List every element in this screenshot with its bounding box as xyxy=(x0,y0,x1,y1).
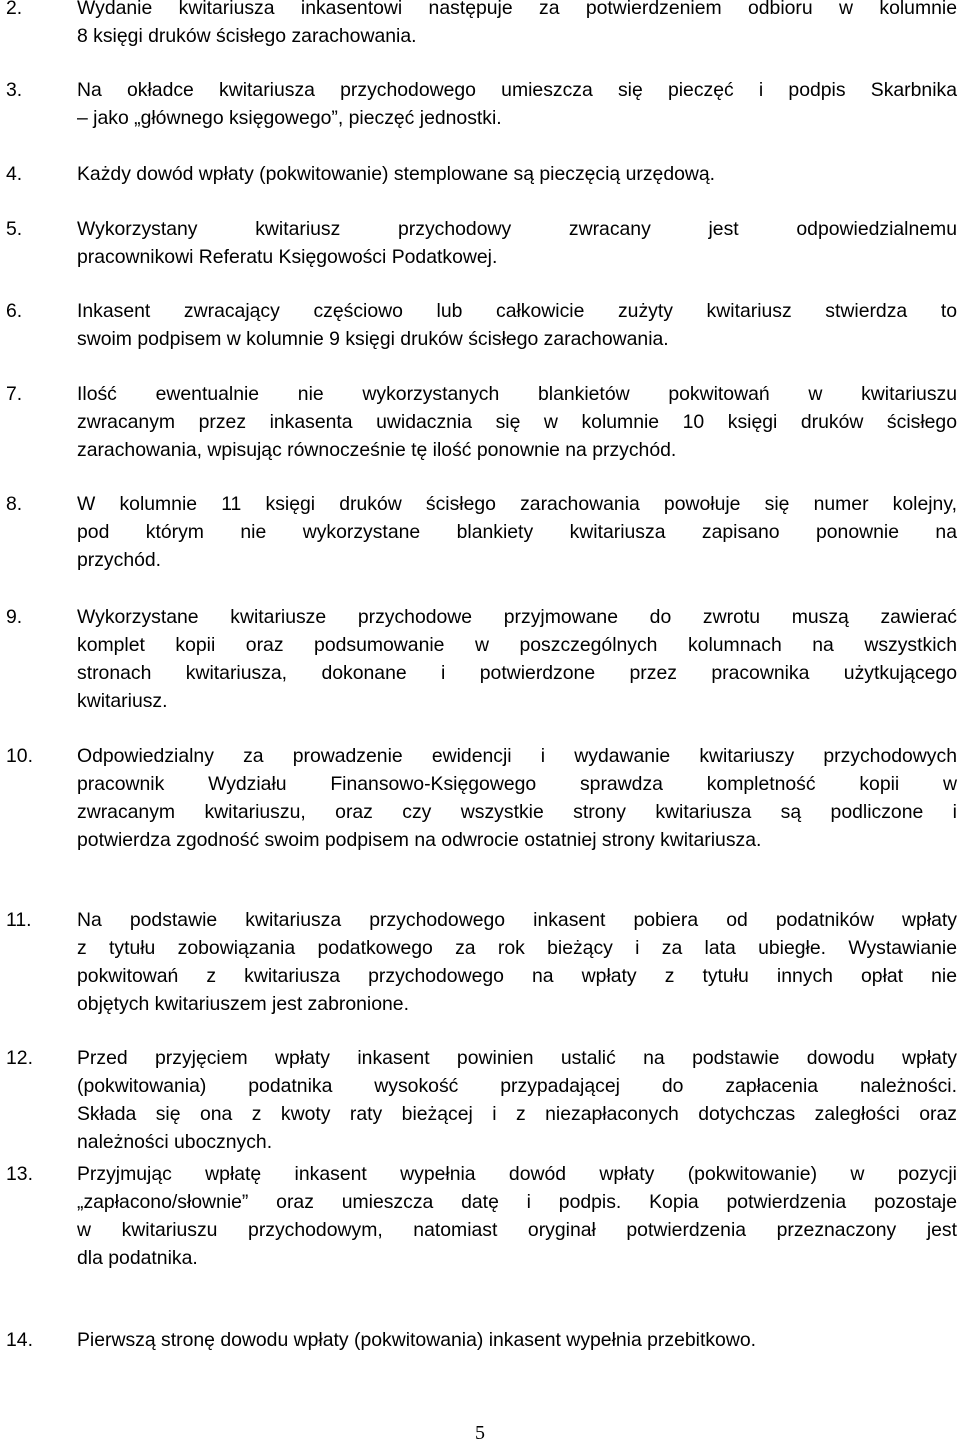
text-line: Ilość ewentualnie nie wykorzystanych blankietów pokwitowań w kwitariuszu xyxy=(77,383,957,405)
text-line: (pokwitowania) podatnika wysokość przypadającej do zapłacenia należności. xyxy=(77,1075,957,1097)
list-item-text xyxy=(77,0,957,50)
list-item-number: 14. xyxy=(6,1329,33,1351)
list-item-text xyxy=(77,906,957,1018)
list-item-number: 6. xyxy=(6,300,23,322)
text-line: Wydanie kwitariusza inkasentowi następuje za potwierdzeniem odbioru w kolumnie xyxy=(77,0,957,19)
text-line: Na okładce kwitariusza przychodowego umieszcza się pieczęć i podpis Skarbnika xyxy=(77,79,957,101)
text-line: komplet kopii oraz podsumowanie w poszczególnych kolumnach na wszystkich xyxy=(77,634,957,656)
text-line: Na podstawie kwitariusza przychodowego inkasent pobiera od podatników wpłaty xyxy=(77,909,957,931)
text-line: dla podatnika. xyxy=(77,1247,198,1269)
list-item-text xyxy=(77,603,957,715)
text-line: 8 księgi druków ścisłego zarachowania. xyxy=(77,25,417,47)
list-item-text xyxy=(77,742,957,854)
list-item-number: 7. xyxy=(6,383,23,405)
text-line: objętych kwitariuszem jest zabronione. xyxy=(77,993,409,1015)
text-line: Przyjmując wpłatę inkasent wypełnia dowód wpłaty (pokwitowanie) w pozycji xyxy=(77,1163,957,1185)
page-number: 5 xyxy=(475,1422,485,1444)
text-line: – jako „głównego księgowego”, pieczęć jednostki. xyxy=(77,107,502,129)
text-line: potwierdza zgodność swoim podpisem na odwrocie ostatniej strony kwitariusza. xyxy=(77,829,762,851)
text-line: stronach kwitariusza, dokonane i potwierdzone przez pracownika użytkującego xyxy=(77,662,957,684)
text-line: Wykorzystane kwitariusze przychodowe przyjmowane do zwrotu muszą zawierać xyxy=(77,606,957,628)
text-line: Wykorzystany kwitariusz przychodowy zwracany jest odpowiedzialnemu xyxy=(77,218,957,240)
list-item-text xyxy=(77,1044,957,1156)
text-line: „zapłacono/słownie” oraz umieszcza datę i podpis. Kopia potwierdzenia pozostaje xyxy=(77,1191,957,1213)
list-item-number: 4. xyxy=(6,163,23,185)
text-line: zwracanym kwitariuszu, oraz czy wszystkie strony kwitariusza są podliczone i xyxy=(77,801,957,823)
text-line: pracownik Wydziału Finansowo-Księgowego sprawdza kompletność kopii w xyxy=(77,773,957,795)
list-item-number: 5. xyxy=(6,218,23,240)
list-item-number: 13. xyxy=(6,1163,33,1185)
text-line: W kolumnie 11 księgi druków ścisłego zarachowania powołuje się numer kolejny, xyxy=(77,493,957,515)
list-item-text xyxy=(77,215,957,271)
list-item-text xyxy=(77,76,957,132)
list-item-text xyxy=(77,380,957,464)
text-line: Pierwszą stronę dowodu wpłaty (pokwitowania) inkasent wypełnia przebitkowo. xyxy=(77,1329,757,1351)
list-item-text xyxy=(77,490,957,574)
text-line: Inkasent zwracający częściowo lub całkowicie zużyty kwitariusz stwierdza to xyxy=(77,300,957,322)
list-item-number: 12. xyxy=(6,1047,33,1069)
text-line: Każdy dowód wpłaty (pokwitowanie) stemplowane są pieczęcią urzędową. xyxy=(77,163,716,185)
text-line: w kwitariuszu przychodowym, natomiast oryginał potwierdzenia przeznaczony jest xyxy=(77,1219,957,1241)
text-line: z tytułu zobowiązania podatkowego za rok bieżący i za lata ubiegłe. Wystawianie xyxy=(77,937,957,959)
text-line: pod którym nie wykorzystane blankiety kwitariusza zapisano ponownie na xyxy=(77,521,957,543)
list-item-text xyxy=(77,160,957,188)
list-item-number: 9. xyxy=(6,606,23,628)
text-line: pokwitowań z kwitariusza przychodowego na wpłaty z tytułu innych opłat nie xyxy=(77,965,957,987)
text-line: należności ubocznych. xyxy=(77,1131,273,1153)
text-line: zwracanym przez inkasenta uwidacznia się w kolumnie 10 księgi druków ścisłego xyxy=(77,411,957,433)
text-line: Składa się ona z kwoty raty bieżącej i z niezapłaconych dotychczas zaległości oraz xyxy=(77,1103,957,1125)
list-item-text xyxy=(77,1326,957,1354)
text-line: pracownikowi Referatu Księgowości Podatkowej. xyxy=(77,246,498,268)
list-item-number: 11. xyxy=(6,909,32,931)
list-item-number: 8. xyxy=(6,493,23,515)
list-item-number: 10. xyxy=(6,745,33,767)
list-item-text xyxy=(77,1160,957,1272)
text-line: przychód. xyxy=(77,549,162,571)
text-line: Przed przyjęciem wpłaty inkasent powinien ustalić na podstawie dowodu wpłaty xyxy=(77,1047,957,1069)
list-item-number: 2. xyxy=(6,0,23,19)
text-line: zarachowania, wpisując równocześnie tę ilość ponownie na przychód. xyxy=(77,439,677,461)
text-line: Odpowiedzialny za prowadzenie ewidencji i wydawanie kwitariuszy przychodowych xyxy=(77,745,957,767)
list-item-number: 3. xyxy=(6,79,23,101)
text-line: kwitariusz. xyxy=(77,690,168,712)
text-line: swoim podpisem w kolumnie 9 księgi druków ścisłego zarachowania. xyxy=(77,328,669,350)
list-item-text xyxy=(77,297,957,353)
